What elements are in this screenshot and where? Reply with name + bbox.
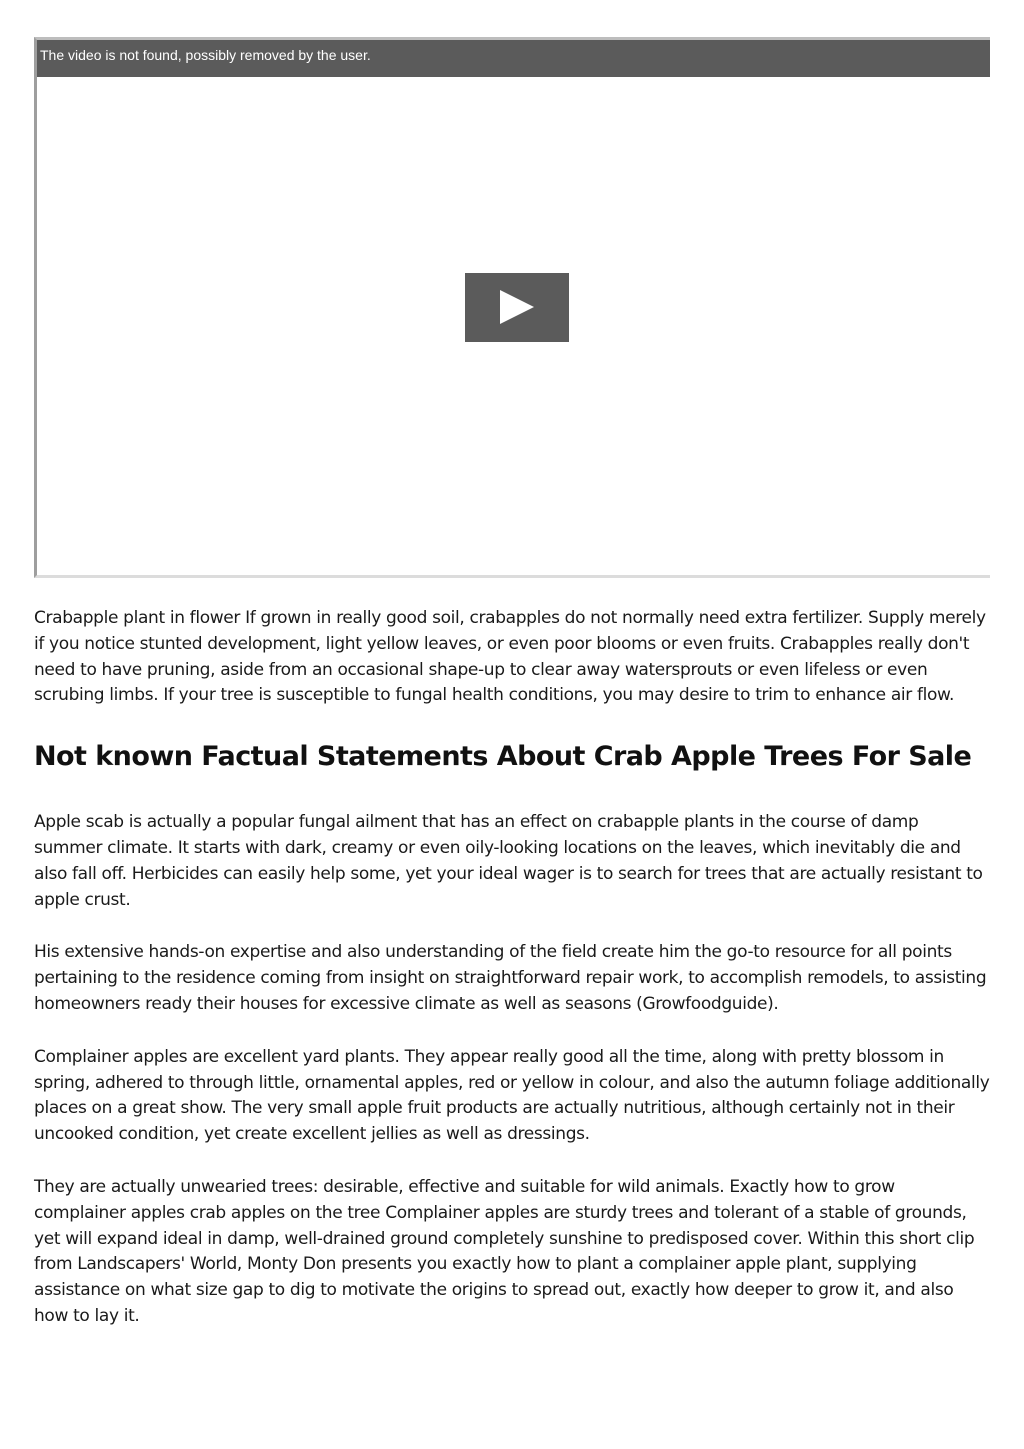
- paragraph-1: Crabapple plant in flower If grown in really good soil, crabapples do not normally need extra fertilizer. Supply merely if you notice stunted development, light yellow leaves, or even poor blooms or even fruits. Crabapples really don't need to have pruning, aside from an occasional shape-up to clear away watersprouts or even lifeless or even scrubing limbs. If your tree is susceptible to fungal health conditions, you may desire to trim to enhance air flow.: [34, 608, 986, 706]
- article-heading: Not known Factual Statements About Crab Apple Trees For Sale: [34, 741, 972, 773]
- paragraph-4: Complainer apples are excellent yard plants. They appear really good all the time, along with pretty blossom in spring, adhered to through little, ornamental apples, red or yellow in colour, and also the autumn foliage additionally places on a great show. The very small apple fruit products are actually nutritious, although certainly not in their uncooked condition, yet create excellent jellies as well as dressings.: [34, 1046, 990, 1145]
- video-error-message: The video is not found, possibly removed by the user.: [40, 47, 371, 63]
- video-error-bar: [37, 40, 990, 77]
- play-button[interactable]: [465, 273, 569, 342]
- play-icon: [500, 290, 534, 324]
- paragraph-2: Apple scab is actually a popular fungal ailment that has an effect on crabapple plants in the course of damp summer climate. It starts with dark, creamy or even oily-looking locations on the leaves, which inevitably die and also fall off. Herbicides can easily help some, yet your ideal wager is to search for trees that are actually resistant to apple crust.: [34, 812, 983, 910]
- article-body: [34, 606, 990, 1357]
- paragraph-3: His extensive hands-on expertise and also understanding of the field create him the go-to resource for all points pertaining to the residence coming from insight on straightforward repair work, to accomplish remodels, to assisting homeowners ready their houses for excessive climate as well as seasons (Growfoodguide).: [34, 942, 987, 1014]
- paragraph-5: They are actually unwearied trees: desirable, effective and suitable for wild animals. Exactly how to grow complainer apples crab apples on the tree Complainer apples are sturdy trees and tolerant of a stable of grounds, yet will expand ideal in damp, well-drained ground completely sunshine to predisposed cover. Within this short clip from Landscapers' World, Monty Don presents you exactly how to plant a complainer apple plant, supplying assistance on what size gap to dig to motivate the origins to spread out, exactly how deeper to grow it, and also how to lay it.: [34, 1176, 975, 1326]
- video-player[interactable]: [34, 37, 990, 578]
